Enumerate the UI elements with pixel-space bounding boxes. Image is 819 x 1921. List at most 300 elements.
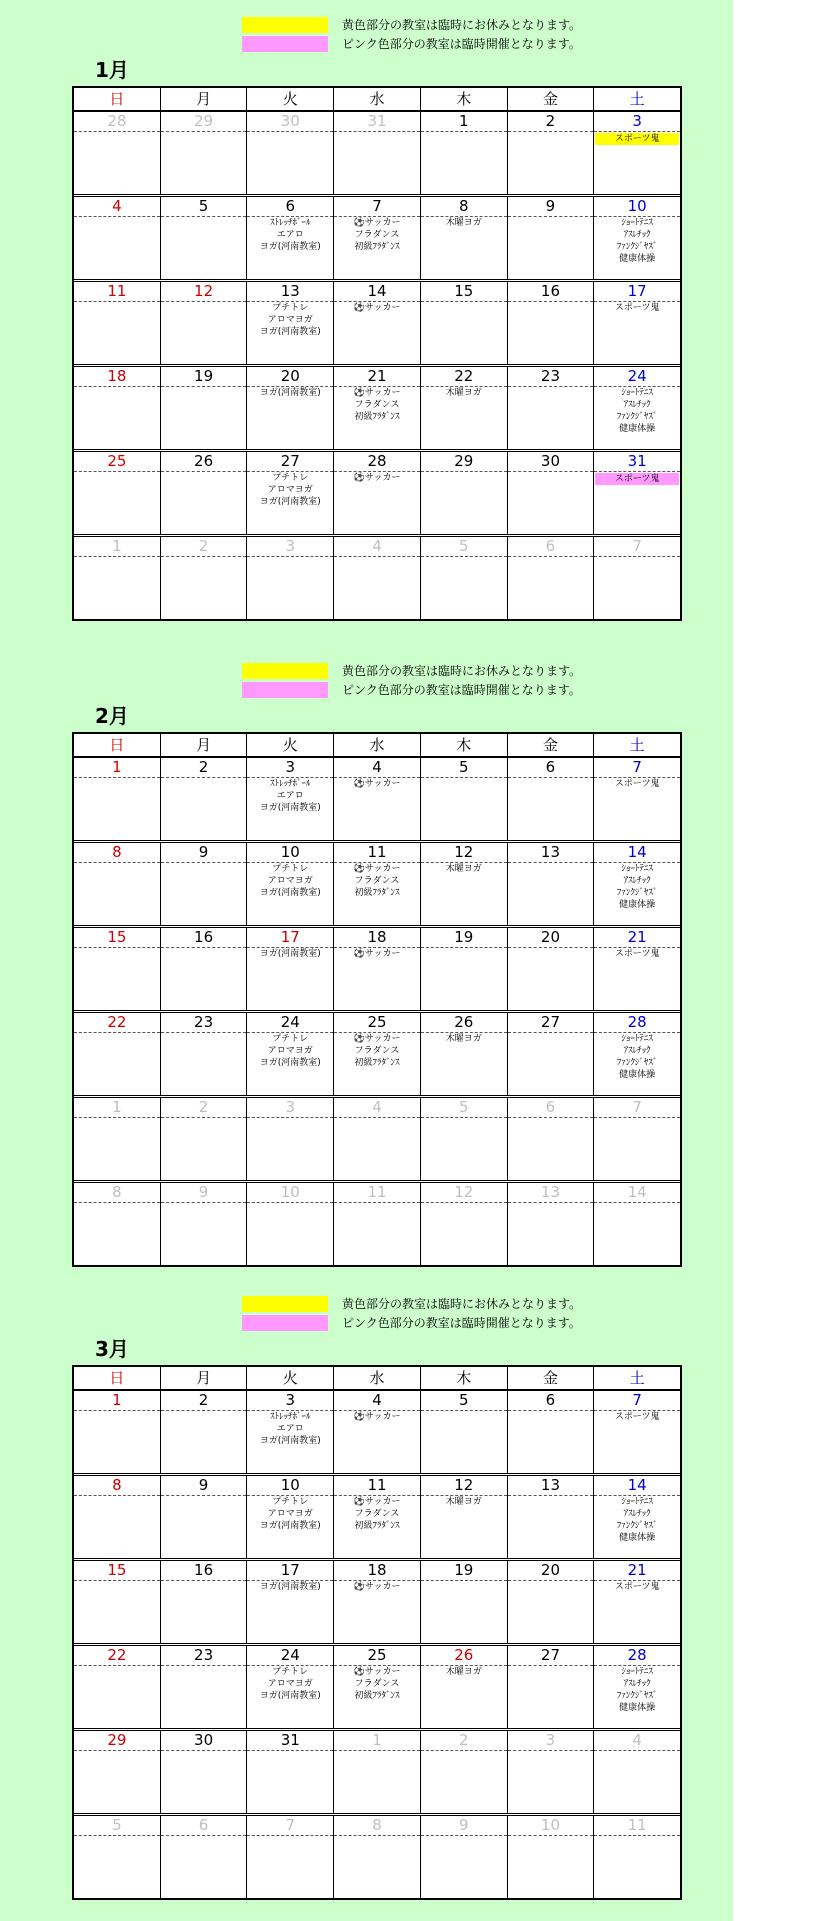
day-cell [420, 452, 507, 534]
event-list [594, 1581, 680, 1593]
class-event: スポーツ鬼 [614, 949, 660, 959]
day-cell [160, 1098, 247, 1180]
day-cell [593, 1183, 680, 1265]
event-list [247, 863, 333, 899]
event-list [421, 217, 507, 229]
week-row [74, 843, 680, 928]
event-list [594, 1411, 680, 1423]
day-cell [246, 1816, 333, 1898]
event-list [594, 1666, 680, 1714]
day-number: 14 [594, 1183, 680, 1203]
day-cell [160, 1731, 247, 1813]
week-row [74, 282, 680, 367]
day-number: 23 [161, 1013, 247, 1033]
legend-swatch-pink [242, 36, 328, 52]
day-number: 1 [74, 537, 160, 557]
day-cell [160, 1646, 247, 1728]
class-event: ﾌｧﾝｸｼﾞﾔｽﾞ [616, 1521, 658, 1531]
week-row [74, 1476, 680, 1561]
day-cell [593, 282, 680, 364]
day-cell [333, 1183, 420, 1265]
class-event: 健康体操 [619, 1703, 656, 1713]
class-event: 初級ﾌﾗﾀﾞﾝｽ [354, 412, 400, 422]
day-number: 26 [421, 1013, 507, 1033]
day-cell [160, 1816, 247, 1898]
day-cell [160, 843, 247, 925]
day-cell [507, 928, 594, 1010]
legend-text-yellow: 黄色部分の教室は臨時にお休みとなります。 [342, 664, 582, 678]
day-cell [160, 537, 247, 619]
class-event: アロマヨガ [267, 485, 313, 495]
class-event: ﾌｧﾝｸｼﾞﾔｽﾞ [616, 1058, 658, 1068]
event-list [247, 387, 333, 399]
day-number: 24 [247, 1013, 333, 1033]
class-event: 木曜ヨガ [445, 1497, 482, 1507]
day-number: 5 [161, 197, 247, 217]
class-event: フラダンス [354, 876, 400, 886]
class-event: ﾌｧﾝｸｼﾞﾔｽﾞ [616, 242, 658, 252]
weekday-label: 土 [593, 734, 680, 756]
day-number: 11 [334, 843, 420, 863]
day-number: 28 [334, 452, 420, 472]
week-row [74, 1731, 680, 1816]
day-cell [74, 537, 160, 619]
legend-text-yellow: 黄色部分の教室は臨時にお休みとなります。 [342, 18, 582, 32]
legend-text-yellow: 黄色部分の教室は臨時にお休みとなります。 [342, 1297, 582, 1311]
day-cell [333, 1013, 420, 1095]
class-event: ｱｽﾚﾁｯｸ [623, 230, 651, 240]
class-event: スポーツ鬼 [595, 473, 679, 485]
week-row [74, 1646, 680, 1731]
class-event: ⚽サッカー [353, 1497, 401, 1507]
day-cell [246, 758, 333, 840]
day-number: 11 [74, 282, 160, 302]
class-event: ｽﾄﾚｯﾁﾎﾞｰﾙ [270, 779, 311, 789]
day-number: 7 [334, 197, 420, 217]
day-number: 4 [334, 537, 420, 557]
class-event: ヨガ(河南教室) [259, 888, 321, 898]
weekday-label: 木 [420, 1367, 507, 1389]
class-event: 初級ﾌﾗﾀﾞﾝｽ [354, 1058, 400, 1068]
day-number: 18 [74, 367, 160, 387]
class-event: 木曜ヨガ [445, 1667, 482, 1677]
event-list [247, 1033, 333, 1069]
class-event: プチトレ [272, 1034, 309, 1044]
day-number: 5 [421, 758, 507, 778]
day-number: 3 [594, 112, 680, 132]
weekday-label: 月 [160, 1367, 247, 1389]
class-event: 初級ﾌﾗﾀﾞﾝｽ [354, 888, 400, 898]
day-cell [507, 1098, 594, 1180]
day-number: 31 [594, 452, 680, 472]
day-number: 27 [508, 1013, 594, 1033]
class-event: ⚽サッカー [353, 1667, 401, 1677]
day-number: 12 [421, 843, 507, 863]
class-event: ｼｮｰﾄﾃﾆｽ [621, 1034, 653, 1044]
legend-row-pink [242, 35, 662, 52]
day-cell [333, 1816, 420, 1898]
day-cell [160, 1561, 247, 1643]
day-cell [246, 1731, 333, 1813]
day-cell [420, 1731, 507, 1813]
day-cell [333, 758, 420, 840]
weekday-header [74, 734, 680, 758]
day-cell [420, 537, 507, 619]
day-cell [160, 1476, 247, 1558]
day-number: 9 [161, 1183, 247, 1203]
day-number: 7 [594, 758, 680, 778]
class-event: ⚽サッカー [353, 779, 401, 789]
day-cell [420, 1561, 507, 1643]
day-cell [246, 452, 333, 534]
class-event: プチトレ [272, 1667, 309, 1677]
week-row [74, 1816, 680, 1898]
week-row [74, 1183, 680, 1265]
class-event: エアロ [276, 791, 304, 801]
day-number: 15 [74, 928, 160, 948]
event-list [594, 387, 680, 435]
day-cell [333, 928, 420, 1010]
legend-row-yellow [242, 1295, 662, 1312]
day-number: 15 [421, 282, 507, 302]
class-event: ﾌｧﾝｸｼﾞﾔｽﾞ [616, 888, 658, 898]
class-event: ｱｽﾚﾁｯｸ [623, 876, 651, 886]
day-cell [246, 282, 333, 364]
event-list [594, 217, 680, 265]
day-cell [593, 367, 680, 449]
day-number: 2 [508, 112, 594, 132]
class-event: 初級ﾌﾗﾀﾞﾝｽ [354, 1521, 400, 1531]
day-number: 24 [594, 367, 680, 387]
day-number: 19 [161, 367, 247, 387]
day-cell [420, 1816, 507, 1898]
class-event: ⚽サッカー [353, 218, 401, 228]
day-cell [420, 367, 507, 449]
event-list [421, 1666, 507, 1678]
event-list [334, 778, 420, 790]
day-cell [593, 537, 680, 619]
day-cell [160, 1391, 247, 1473]
class-event: エアロ [276, 230, 304, 240]
day-cell [246, 1013, 333, 1095]
legend [242, 662, 662, 698]
week-row [74, 1391, 680, 1476]
weekday-label: 月 [160, 88, 247, 110]
day-cell [593, 843, 680, 925]
day-cell [333, 452, 420, 534]
class-event: ﾌｧﾝｸｼﾞﾔｽﾞ [616, 412, 658, 422]
day-number: 16 [508, 282, 594, 302]
day-cell [74, 367, 160, 449]
day-cell [246, 367, 333, 449]
day-number: 28 [594, 1013, 680, 1033]
day-number: 22 [421, 367, 507, 387]
class-event: ｱｽﾚﾁｯｸ [623, 1509, 651, 1519]
day-number: 4 [334, 758, 420, 778]
weekday-label: 日 [109, 90, 125, 108]
day-number: 18 [334, 1561, 420, 1581]
day-number: 29 [74, 1731, 160, 1751]
week-row [74, 758, 680, 843]
week-row [74, 367, 680, 452]
day-cell [160, 367, 247, 449]
class-event: アロマヨガ [267, 1046, 313, 1056]
day-number: 8 [74, 843, 160, 863]
class-event: アロマヨガ [267, 315, 313, 325]
month-title: 2月 [95, 704, 129, 728]
day-cell [507, 1183, 594, 1265]
day-number: 10 [594, 197, 680, 217]
class-event: 健康体操 [619, 424, 656, 434]
week-row [74, 928, 680, 1013]
class-event: スポーツ鬼 [614, 1582, 660, 1592]
day-cell [593, 452, 680, 534]
day-number: 28 [74, 112, 160, 132]
day-number: 7 [594, 1391, 680, 1411]
event-list [594, 473, 680, 485]
event-list [594, 948, 680, 960]
day-cell [507, 843, 594, 925]
day-number: 8 [334, 1816, 420, 1836]
day-number: 20 [508, 1561, 594, 1581]
class-event: ｽﾄﾚｯﾁﾎﾞｰﾙ [270, 218, 311, 228]
day-number: 24 [247, 1646, 333, 1666]
day-number: 13 [247, 282, 333, 302]
class-event: スポーツ鬼 [614, 303, 660, 313]
day-cell [507, 452, 594, 534]
week-row [74, 197, 680, 282]
day-number: 14 [594, 843, 680, 863]
week-row [74, 537, 680, 619]
weekday-label: 水 [333, 734, 420, 756]
day-cell [160, 197, 247, 279]
legend-row-yellow [242, 662, 662, 679]
day-number: 11 [594, 1816, 680, 1836]
day-cell [593, 1646, 680, 1728]
day-cell [74, 282, 160, 364]
class-event: 木曜ヨガ [445, 1034, 482, 1044]
day-cell [333, 1561, 420, 1643]
day-cell [420, 282, 507, 364]
day-cell [420, 758, 507, 840]
class-event: ヨガ(河南教室) [259, 388, 321, 398]
day-number: 8 [74, 1476, 160, 1496]
day-number: 1 [334, 1731, 420, 1751]
day-cell [246, 197, 333, 279]
event-list [334, 948, 420, 960]
day-number: 7 [594, 537, 680, 557]
day-cell [420, 843, 507, 925]
day-number: 25 [74, 452, 160, 472]
day-number: 3 [508, 1731, 594, 1751]
day-cell [74, 1098, 160, 1180]
day-number: 15 [74, 1561, 160, 1581]
day-number: 21 [594, 1561, 680, 1581]
legend [242, 1295, 662, 1331]
event-list [247, 778, 333, 814]
day-cell [246, 843, 333, 925]
class-event: フラダンス [354, 230, 400, 240]
event-list [594, 863, 680, 911]
legend-swatch-yellow [242, 17, 328, 33]
class-event: ⚽サッカー [353, 1582, 401, 1592]
day-number: 5 [421, 1098, 507, 1118]
day-number: 5 [421, 1391, 507, 1411]
legend-text-pink: ピンク色部分の教室は臨時開催となります。 [342, 683, 581, 697]
month-title: 1月 [95, 58, 129, 82]
day-cell [74, 1013, 160, 1095]
day-number: 13 [508, 1476, 594, 1496]
day-cell [420, 1391, 507, 1473]
day-number: 6 [508, 1391, 594, 1411]
weekday-label: 土 [593, 88, 680, 110]
day-number: 28 [594, 1646, 680, 1666]
class-event: ヨガ(河南教室) [259, 1521, 321, 1531]
day-number: 9 [508, 197, 594, 217]
day-cell [420, 1476, 507, 1558]
day-cell [160, 452, 247, 534]
day-cell [74, 1391, 160, 1473]
day-cell [420, 928, 507, 1010]
class-event: フラダンス [354, 1679, 400, 1689]
day-number: 6 [247, 197, 333, 217]
day-number: 2 [161, 1391, 247, 1411]
legend-text-pink: ピンク色部分の教室は臨時開催となります。 [342, 37, 581, 51]
month-title: 3月 [95, 1337, 129, 1361]
day-cell [74, 1561, 160, 1643]
day-cell [74, 1731, 160, 1813]
week-row [74, 452, 680, 537]
day-number: 6 [508, 758, 594, 778]
legend-row-yellow [242, 16, 662, 33]
day-number: 3 [247, 1098, 333, 1118]
class-event: ｼｮｰﾄﾃﾆｽ [621, 1497, 653, 1507]
day-number: 16 [161, 1561, 247, 1581]
weekday-label: 金 [507, 734, 594, 756]
day-cell [74, 1646, 160, 1728]
day-number: 12 [421, 1183, 507, 1203]
day-number: 6 [508, 537, 594, 557]
class-event: ヨガ(河南教室) [259, 1058, 321, 1068]
day-cell [507, 282, 594, 364]
day-cell [246, 537, 333, 619]
day-cell [420, 197, 507, 279]
day-number: 25 [334, 1646, 420, 1666]
day-cell [593, 1098, 680, 1180]
weekday-header [74, 1367, 680, 1391]
event-list [421, 1496, 507, 1508]
calendar-grid [72, 1365, 682, 1900]
class-event: ⚽サッカー [353, 388, 401, 398]
class-event: 健康体操 [619, 254, 656, 264]
day-cell [507, 1476, 594, 1558]
day-cell [593, 1816, 680, 1898]
day-number: 2 [161, 758, 247, 778]
day-cell [420, 1013, 507, 1095]
day-cell [160, 112, 247, 194]
day-number: 11 [334, 1476, 420, 1496]
day-number: 8 [74, 1183, 160, 1203]
event-list [594, 1496, 680, 1544]
legend [242, 16, 662, 52]
day-cell [74, 197, 160, 279]
day-cell [160, 1013, 247, 1095]
class-event: ヨガ(河南教室) [259, 1691, 321, 1701]
class-event: ｱｽﾚﾁｯｸ [623, 1046, 651, 1056]
class-event: 木曜ヨガ [445, 388, 482, 398]
day-number: 11 [334, 1183, 420, 1203]
day-number: 17 [247, 1561, 333, 1581]
day-number: 9 [421, 1816, 507, 1836]
day-cell [420, 112, 507, 194]
day-cell [333, 367, 420, 449]
day-cell [593, 1731, 680, 1813]
class-event: 健康体操 [619, 900, 656, 910]
day-cell [420, 1183, 507, 1265]
day-number: 18 [334, 928, 420, 948]
day-number: 3 [247, 537, 333, 557]
class-event: プチトレ [272, 473, 309, 483]
class-event: ⚽サッカー [353, 473, 401, 483]
day-cell [507, 112, 594, 194]
day-cell [593, 1013, 680, 1095]
day-number: 4 [594, 1731, 680, 1751]
day-cell [74, 758, 160, 840]
day-cell [593, 1561, 680, 1643]
day-number: 10 [247, 1476, 333, 1496]
day-cell [333, 282, 420, 364]
weekday-label: 金 [507, 1367, 594, 1389]
class-event: ヨガ(河南教室) [259, 803, 321, 813]
legend-text-pink: ピンク色部分の教室は臨時開催となります。 [342, 1316, 581, 1330]
day-number: 6 [508, 1098, 594, 1118]
day-number: 6 [161, 1816, 247, 1836]
week-row [74, 1098, 680, 1183]
class-event: アロマヨガ [267, 1509, 313, 1519]
week-row [74, 1013, 680, 1098]
day-number: 7 [594, 1098, 680, 1118]
weekday-label: 水 [333, 88, 420, 110]
day-number: 4 [334, 1098, 420, 1118]
day-number: 26 [161, 452, 247, 472]
day-cell [333, 1098, 420, 1180]
day-cell [593, 197, 680, 279]
class-event: 木曜ヨガ [445, 864, 482, 874]
day-cell [507, 197, 594, 279]
class-event: アロマヨガ [267, 1679, 313, 1689]
day-number: 5 [74, 1816, 160, 1836]
class-event: ヨガ(河南教室) [259, 327, 321, 337]
class-event: プチトレ [272, 864, 309, 874]
day-number: 7 [247, 1816, 333, 1836]
day-cell [333, 1646, 420, 1728]
day-cell [507, 1816, 594, 1898]
event-list [594, 133, 680, 145]
day-number: 30 [161, 1731, 247, 1751]
day-number: 2 [161, 537, 247, 557]
event-list [247, 1411, 333, 1447]
day-cell [507, 758, 594, 840]
calendar-grid [72, 86, 682, 621]
day-number: 13 [508, 843, 594, 863]
weekday-label: 火 [246, 88, 333, 110]
event-list [594, 1033, 680, 1081]
day-cell [593, 1391, 680, 1473]
day-number: 17 [247, 928, 333, 948]
class-event: ⚽サッカー [353, 1034, 401, 1044]
event-list [334, 1581, 420, 1593]
event-list [334, 1033, 420, 1069]
